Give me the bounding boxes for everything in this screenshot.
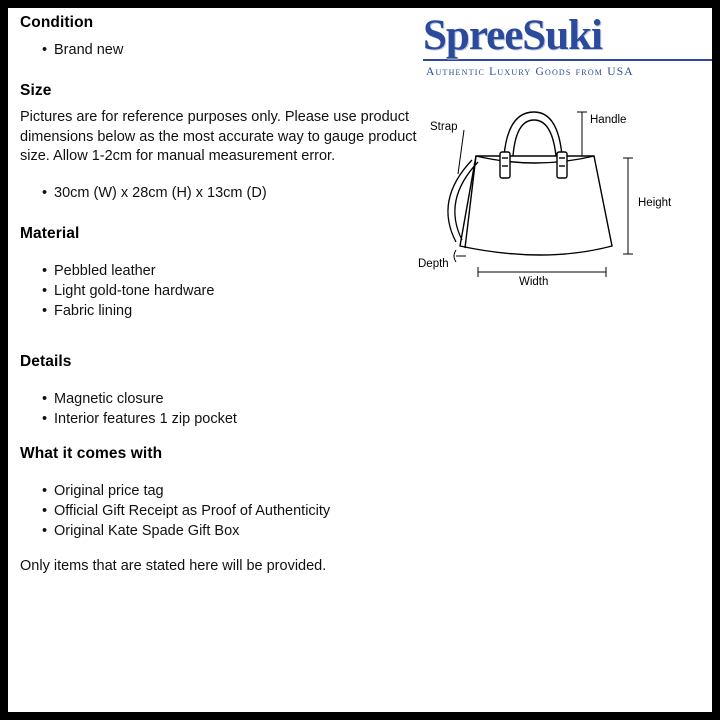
label-depth: Depth bbox=[418, 258, 449, 270]
spacer bbox=[20, 60, 420, 82]
spacer bbox=[20, 541, 420, 557]
section-details bbox=[20, 353, 420, 429]
section-heading: Details bbox=[20, 353, 72, 371]
spacer bbox=[20, 321, 420, 343]
size-note: Pictures are for reference purposes only. Please use product dimensions below as the most accurate way to gauge product size. Allow 1-2cm for manual measurement error. bbox=[20, 109, 417, 165]
details-list bbox=[20, 389, 420, 429]
list-item: • Fabric lining bbox=[42, 301, 420, 321]
brand-logo bbox=[423, 14, 712, 78]
label-width: Width bbox=[519, 276, 549, 288]
footnote: Only items that are stated here will be provided. bbox=[20, 558, 327, 575]
document-page bbox=[8, 8, 712, 712]
list-item: • Original Kate Spade Gift Box bbox=[42, 521, 420, 541]
section-material bbox=[20, 225, 420, 321]
spacer bbox=[20, 379, 420, 389]
list-item: • Original price tag bbox=[42, 481, 420, 501]
spacer bbox=[20, 429, 420, 445]
list-item: • Magnetic closure bbox=[42, 389, 420, 409]
list-item: • 30cm (W) x 28cm (H) x 13cm (D) bbox=[42, 183, 420, 203]
section-heading: Size bbox=[20, 82, 52, 99]
product-description bbox=[20, 14, 420, 583]
bag-illustration-svg bbox=[416, 96, 712, 296]
spacer bbox=[20, 471, 420, 481]
included-list bbox=[20, 481, 420, 541]
brand-tagline: Authentic Luxury Goods from USA bbox=[426, 66, 634, 78]
label-handle: Handle bbox=[590, 114, 627, 126]
label-strap: Strap bbox=[430, 121, 458, 133]
size-list bbox=[20, 183, 420, 203]
section-condition bbox=[20, 14, 420, 60]
spacer bbox=[20, 203, 420, 225]
section-heading: Condition bbox=[20, 14, 94, 31]
list-item: • Light gold-tone hardware bbox=[42, 281, 420, 301]
label-height: Height bbox=[638, 197, 672, 209]
condition-list bbox=[20, 40, 420, 60]
section-heading: Material bbox=[20, 225, 80, 243]
bag-dimensions-diagram bbox=[416, 96, 712, 296]
spacer bbox=[20, 173, 420, 183]
list-item: • Brand new bbox=[42, 40, 420, 60]
brand-name: SpreeSuki bbox=[423, 12, 602, 59]
section-size bbox=[20, 82, 420, 203]
spacer bbox=[20, 251, 420, 261]
logo-divider bbox=[423, 59, 712, 61]
material-list bbox=[20, 261, 420, 321]
section-heading: What it comes with bbox=[20, 445, 163, 463]
list-item: • Interior features 1 zip pocket bbox=[42, 409, 420, 429]
list-item: • Official Gift Receipt as Proof of Authenticity bbox=[42, 501, 420, 521]
spacer bbox=[20, 343, 420, 353]
list-item: • Pebbled leather bbox=[42, 261, 420, 281]
section-whats-included bbox=[20, 445, 420, 541]
